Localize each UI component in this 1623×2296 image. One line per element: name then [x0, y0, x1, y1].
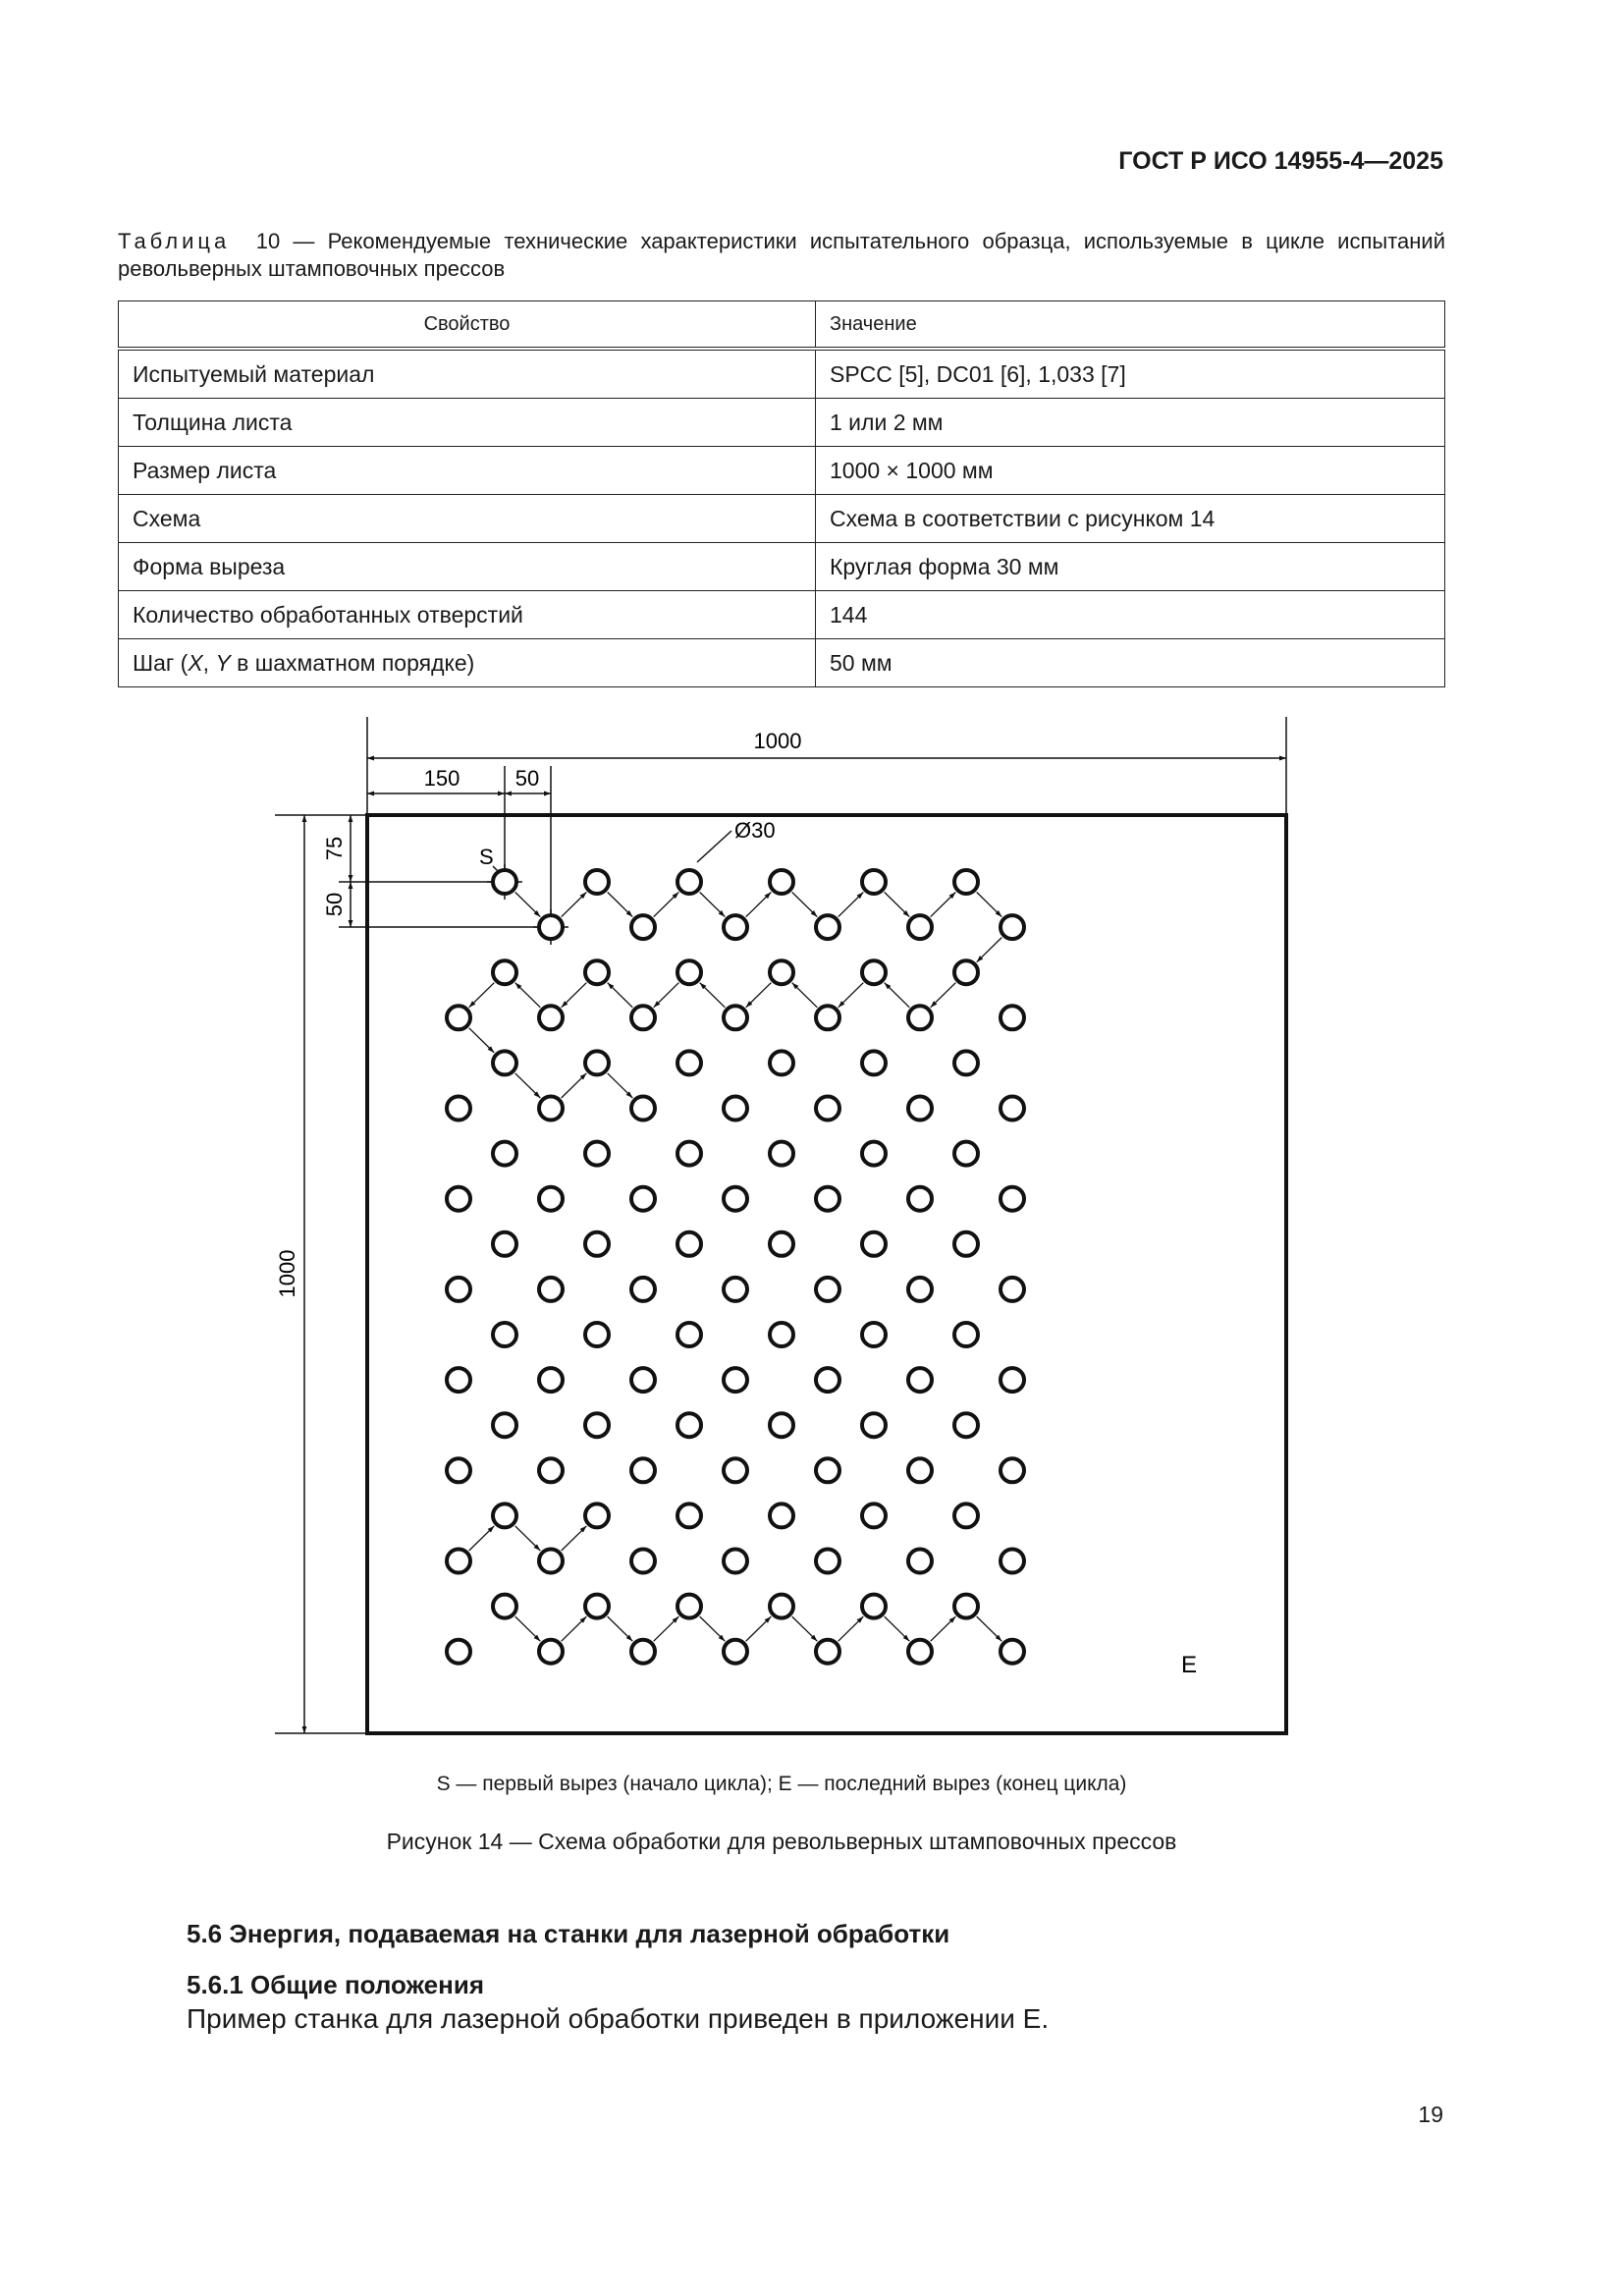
punched-hole	[493, 1142, 516, 1166]
punched-hole	[1001, 1278, 1024, 1301]
punched-hole	[862, 1413, 886, 1437]
punched-hole	[770, 870, 793, 894]
punched-hole	[631, 1458, 655, 1482]
path-arrow	[515, 893, 541, 917]
dim-pitch-y-label: 50	[322, 892, 347, 917]
punched-hole	[908, 915, 932, 939]
punching-scheme-figure	[255, 707, 1325, 1748]
punched-hole	[816, 1368, 839, 1392]
punched-hole	[585, 1323, 609, 1346]
punched-hole	[862, 1051, 886, 1074]
path-arrow	[515, 983, 541, 1008]
punched-hole	[908, 1006, 932, 1029]
punched-hole	[1001, 1458, 1024, 1482]
punched-hole	[493, 1413, 516, 1437]
punched-hole	[770, 1413, 793, 1437]
path-arrow	[469, 1526, 495, 1551]
cell-property: Схема	[119, 495, 816, 543]
punched-hole	[724, 1187, 747, 1211]
path-arrow	[562, 893, 587, 917]
spec-table	[118, 301, 1445, 687]
path-arrow	[885, 983, 910, 1008]
start-label: S	[479, 845, 494, 869]
punched-hole	[1001, 1640, 1024, 1664]
punched-hole	[908, 1640, 932, 1664]
punched-hole	[862, 960, 886, 984]
punched-hole	[493, 1595, 516, 1618]
path-arrow	[839, 893, 864, 917]
punched-hole	[1001, 915, 1024, 939]
path-arrow	[931, 983, 956, 1008]
punched-hole	[954, 960, 978, 984]
path-arrow	[608, 1073, 633, 1098]
punched-hole	[908, 1097, 932, 1121]
punched-hole	[677, 1503, 701, 1527]
punched-hole	[724, 1278, 747, 1301]
punched-hole	[631, 915, 655, 939]
punched-hole	[1001, 1187, 1024, 1211]
cell-value: Схема в соответствии с рисунком 14	[816, 495, 1445, 543]
punched-hole	[908, 1458, 932, 1482]
punched-hole	[954, 1051, 978, 1074]
punched-hole	[447, 1458, 470, 1482]
table-row	[119, 591, 1445, 639]
path-arrow	[562, 1526, 587, 1551]
punched-hole	[1001, 1368, 1024, 1392]
punched-hole	[493, 1323, 516, 1346]
page-number: 19	[1418, 2102, 1443, 2127]
punched-hole	[908, 1368, 932, 1392]
punched-hole	[816, 1097, 839, 1121]
path-arrow	[931, 893, 956, 917]
cell-property: Количество обработанных отверстий	[119, 591, 816, 639]
punched-hole	[447, 1368, 470, 1392]
document-header: ГОСТ Р ИСО 14955-4—2025	[1118, 147, 1443, 175]
punched-hole	[585, 1413, 609, 1437]
path-arrow	[977, 893, 1002, 917]
punched-hole	[954, 1323, 978, 1346]
dim-offset-x-label: 150	[423, 766, 460, 791]
path-arrow	[839, 983, 864, 1008]
path-arrow	[746, 1616, 772, 1641]
punched-hole	[677, 960, 701, 984]
punched-hole	[631, 1550, 655, 1573]
punched-hole	[677, 870, 701, 894]
path-arrow	[885, 893, 910, 917]
punched-hole	[954, 1232, 978, 1256]
punched-hole	[631, 1006, 655, 1029]
table-row	[119, 399, 1445, 447]
punched-hole	[677, 1323, 701, 1346]
punched-hole	[816, 1550, 839, 1573]
punched-hole	[585, 960, 609, 984]
punched-hole	[493, 960, 516, 984]
punched-hole	[539, 1006, 563, 1029]
figure-caption: Рисунок 14 — Схема обработки для револьверных штамповочных прессов	[386, 1829, 1177, 1854]
path-arrow	[515, 1526, 541, 1551]
punched-hole	[862, 1232, 886, 1256]
punched-hole	[816, 915, 839, 939]
cell-value: Круглая форма 30 мм	[816, 543, 1445, 591]
punched-hole	[677, 1051, 701, 1074]
table-caption-label: Таблица	[118, 229, 231, 253]
punched-hole	[447, 1187, 470, 1211]
path-arrow	[931, 1616, 956, 1641]
table-row	[119, 495, 1445, 543]
path-arrow	[654, 983, 679, 1008]
dim-height-label: 1000	[275, 1249, 299, 1298]
cell-property: Толщина листа	[119, 399, 816, 447]
path-arrow	[792, 983, 818, 1008]
path-arrow	[700, 983, 726, 1008]
path-arrow	[469, 983, 495, 1008]
header-property: Свойство	[119, 301, 816, 350]
diameter-label: Ø30	[734, 818, 776, 843]
punched-hole	[539, 1368, 563, 1392]
punched-hole	[908, 1278, 932, 1301]
punched-hole	[862, 1503, 886, 1527]
figure-legend: S — первый вырез (начало цикла); E — последний вырез (конец цикла)	[436, 1773, 1127, 1795]
path-arrow	[885, 1616, 910, 1641]
punched-hole	[816, 1640, 839, 1664]
punched-hole	[862, 1323, 886, 1346]
end-label: E	[1181, 1652, 1198, 1678]
punched-hole	[954, 1413, 978, 1437]
path-arrow	[700, 1616, 726, 1641]
path-arrow	[654, 893, 679, 917]
punched-hole	[493, 1232, 516, 1256]
diameter-leader	[697, 831, 731, 862]
cell-value: 50 мм	[816, 639, 1445, 687]
punched-hole	[908, 1550, 932, 1573]
punched-hole	[724, 1368, 747, 1392]
punched-hole	[908, 1187, 932, 1211]
punched-hole	[631, 1187, 655, 1211]
punched-hole	[724, 1097, 747, 1121]
cell-property: Испытуемый материал	[119, 349, 816, 399]
path-arrow	[700, 893, 726, 917]
punched-hole	[677, 1142, 701, 1166]
punched-hole	[1001, 1097, 1024, 1121]
subsection-heading: 5.6.1 Общие положения	[187, 1970, 484, 1999]
punched-hole	[539, 1187, 563, 1211]
punched-hole	[1001, 1550, 1024, 1573]
punched-hole	[1001, 1006, 1024, 1029]
punched-hole	[724, 915, 747, 939]
table-row	[119, 639, 1445, 687]
punched-hole	[447, 1097, 470, 1121]
punched-hole	[816, 1187, 839, 1211]
punched-hole	[954, 870, 978, 894]
punched-hole	[631, 1278, 655, 1301]
table-caption	[118, 228, 1445, 283]
punched-hole	[862, 1142, 886, 1166]
table-caption-text: 10 — Рекомендуемые технические характеристики испытательного образца, используемые в цикле испытаний револьверных штамповочных прессов	[118, 229, 1445, 281]
punched-hole	[724, 1550, 747, 1573]
punched-hole	[539, 1640, 563, 1664]
path-arrow	[608, 983, 633, 1008]
punched-hole	[770, 1323, 793, 1346]
punched-hole	[585, 1232, 609, 1256]
punched-hole	[770, 1051, 793, 1074]
punched-hole	[770, 960, 793, 984]
path-arrow	[746, 983, 772, 1008]
punched-hole	[539, 1097, 563, 1121]
punched-hole	[493, 1503, 516, 1527]
punched-hole	[677, 1232, 701, 1256]
dim-pitch-x-label: 50	[514, 766, 540, 791]
punched-hole	[816, 1006, 839, 1029]
punched-hole	[677, 1413, 701, 1437]
punched-hole	[770, 1142, 793, 1166]
punched-hole	[585, 1503, 609, 1527]
cell-property: Размер листа	[119, 447, 816, 495]
path-arrow	[469, 1028, 495, 1053]
path-arrow	[562, 983, 587, 1008]
punched-hole	[447, 1006, 470, 1029]
cell-value: 144	[816, 591, 1445, 639]
path-arrow	[792, 893, 818, 917]
punched-hole	[954, 1142, 978, 1166]
cell-value: SPCC [5], DC01 [6], 1,033 [7]	[816, 349, 1445, 399]
punched-hole	[770, 1232, 793, 1256]
table-row	[119, 447, 1445, 495]
dim-offset-y-label: 75	[322, 836, 347, 861]
punched-hole	[539, 1550, 563, 1573]
punched-hole	[724, 1640, 747, 1664]
punched-hole	[816, 1458, 839, 1482]
punched-hole	[724, 1458, 747, 1482]
path-arrow	[792, 1616, 818, 1641]
punched-hole	[539, 915, 563, 939]
punched-hole	[585, 1142, 609, 1166]
punched-hole	[585, 1595, 609, 1618]
table-row	[119, 543, 1445, 591]
path-arrow	[562, 1616, 587, 1641]
punched-hole	[862, 870, 886, 894]
punched-hole	[585, 1051, 609, 1074]
punched-hole	[493, 870, 516, 894]
path-arrow	[515, 1616, 541, 1641]
cell-value: 1 или 2 мм	[816, 399, 1445, 447]
punched-hole	[585, 870, 609, 894]
dim-width-label: 1000	[753, 729, 802, 753]
punched-hole	[770, 1503, 793, 1527]
punched-hole	[631, 1640, 655, 1664]
path-arrow	[608, 1616, 633, 1641]
punched-hole	[493, 1051, 516, 1074]
header-value: Значение	[816, 301, 1445, 350]
punched-hole	[631, 1368, 655, 1392]
dimension-lines	[304, 758, 1286, 1733]
path-arrow	[839, 1616, 864, 1641]
punched-hole	[770, 1595, 793, 1618]
path-arrow	[515, 1073, 541, 1098]
punched-hole	[447, 1278, 470, 1301]
path-arrow	[654, 1616, 679, 1641]
punched-hole	[631, 1097, 655, 1121]
punched-hole	[862, 1595, 886, 1618]
punched-hole	[447, 1550, 470, 1573]
path-arrow	[562, 1073, 587, 1098]
punched-hole	[954, 1503, 978, 1527]
path-arrow	[977, 1616, 1002, 1641]
punched-hole	[447, 1640, 470, 1664]
cell-value: 1000 × 1000 мм	[816, 447, 1445, 495]
punched-hole	[954, 1595, 978, 1618]
punched-hole	[724, 1006, 747, 1029]
punched-hole	[539, 1458, 563, 1482]
table-row	[119, 349, 1445, 399]
path-arrow	[746, 893, 772, 917]
section-heading: 5.6 Энергия, подаваемая на станки для лазерной обработки	[187, 1919, 950, 1948]
path-arrow	[608, 893, 633, 917]
cell-property: Шаг (X, Y в шахматном порядке)	[119, 639, 816, 687]
cell-property: Форма выреза	[119, 543, 816, 591]
path-arrow	[977, 938, 1002, 962]
punched-hole	[677, 1595, 701, 1618]
table-header-row	[119, 301, 1445, 350]
punched-hole	[539, 1278, 563, 1301]
paragraph: Пример станка для лазерной обработки приведен в приложении E.	[187, 2003, 1050, 2034]
punched-hole	[816, 1278, 839, 1301]
